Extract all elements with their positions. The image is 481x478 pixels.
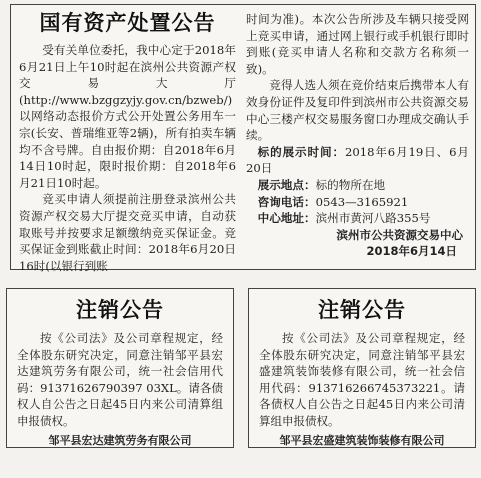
phone-label: 咨询电话： — [257, 194, 316, 209]
notice-title: 注销公告 — [76, 298, 164, 322]
asset-disposal-notice — [10, 4, 476, 273]
phone-line — [246, 194, 469, 211]
deregistration-notice-left — [6, 288, 234, 448]
phone-value: 0543—3165921 — [315, 194, 409, 209]
notice-paragraph-2-start: 竞买申请人须提前注册登录滨州公共资源产权交易大厅提交竞买申请，自动获取账号并按要求足额缴纳竞买保证金。竞买保证金到账截止时间：2018年6月20日16时(以银行到账 — [19, 192, 236, 273]
address-label: 中心地址： — [257, 211, 316, 226]
notice-body: 按《公司法》及公司章程规定，经全体股东研究决定，同意注销邹平县宏盛建筑装饰装修有限公司，统一社会信用代码：913716266745373221。请各债权人自公告之日起45日内来公司清算组申报债权。 — [259, 331, 465, 428]
issue-date: 2018年6月14日 — [366, 244, 457, 259]
issuing-organization: 滨州市公共资源交易中心 — [336, 227, 463, 242]
company-name: 邹平县宏达建筑劳务有限公司 — [48, 434, 192, 447]
display-place-line — [246, 177, 469, 194]
notice-body: 按《公司法》及公司章程规定，经全体股东研究决定，同意注销邹平县宏达建筑劳务有限公司，统一社会信用代码：91371626790397 03XL。请各债权人自公告之日起45日内来公司清算组申报债权。 — [17, 331, 223, 428]
display-place-label: 展示地点： — [257, 177, 316, 192]
display-time-line — [246, 144, 469, 177]
notice-paragraph-1: 受有关单位委托，我中心定于2018年6月21日上午10时起在滨州公共资源产权交易大厅(http://www.bzggzyjy.gov.cn/bzweb/)以网络动态报价方式公开处置公务用车一宗(长安、普瑞维亚等2辆)，所有拍卖车辆均不含号牌。自由报价期：自2018年6月14日10时起，限时报价期：自2018年6月21日10时起。 — [19, 43, 236, 190]
notice-paragraph-3: 竞得人选人须在竞价结束后携带本人有效身份证件及复印件到滨州市公共资源交易中心三楼产权交易服务窗口办理成交确认手续。 — [246, 78, 469, 143]
display-time-label: 标的展示时间： — [257, 144, 345, 159]
notice-paragraph-2-end: 时间为准)。本次公告所涉及车辆只接受网上竞买申请，通过网上银行或手机银行即时到账(竞买申请人名称和交款方名称须一致)。 — [246, 12, 469, 76]
notice-title: 国有资产处置公告 — [39, 11, 216, 35]
notice-column-right — [246, 11, 469, 260]
company-name: 邹平县宏盛建筑装饰装修有限公司 — [279, 434, 445, 447]
address-line — [246, 210, 469, 227]
display-place-value: 标的物所在地 — [315, 177, 386, 192]
deregistration-notice-right — [248, 288, 476, 448]
address-value: 滨州市黄河八路355号 — [315, 211, 431, 226]
notice-title: 注销公告 — [318, 298, 406, 322]
display-time-value: 2018年6月19日、6月20日 — [246, 144, 469, 176]
notice-column-left — [19, 9, 236, 274]
